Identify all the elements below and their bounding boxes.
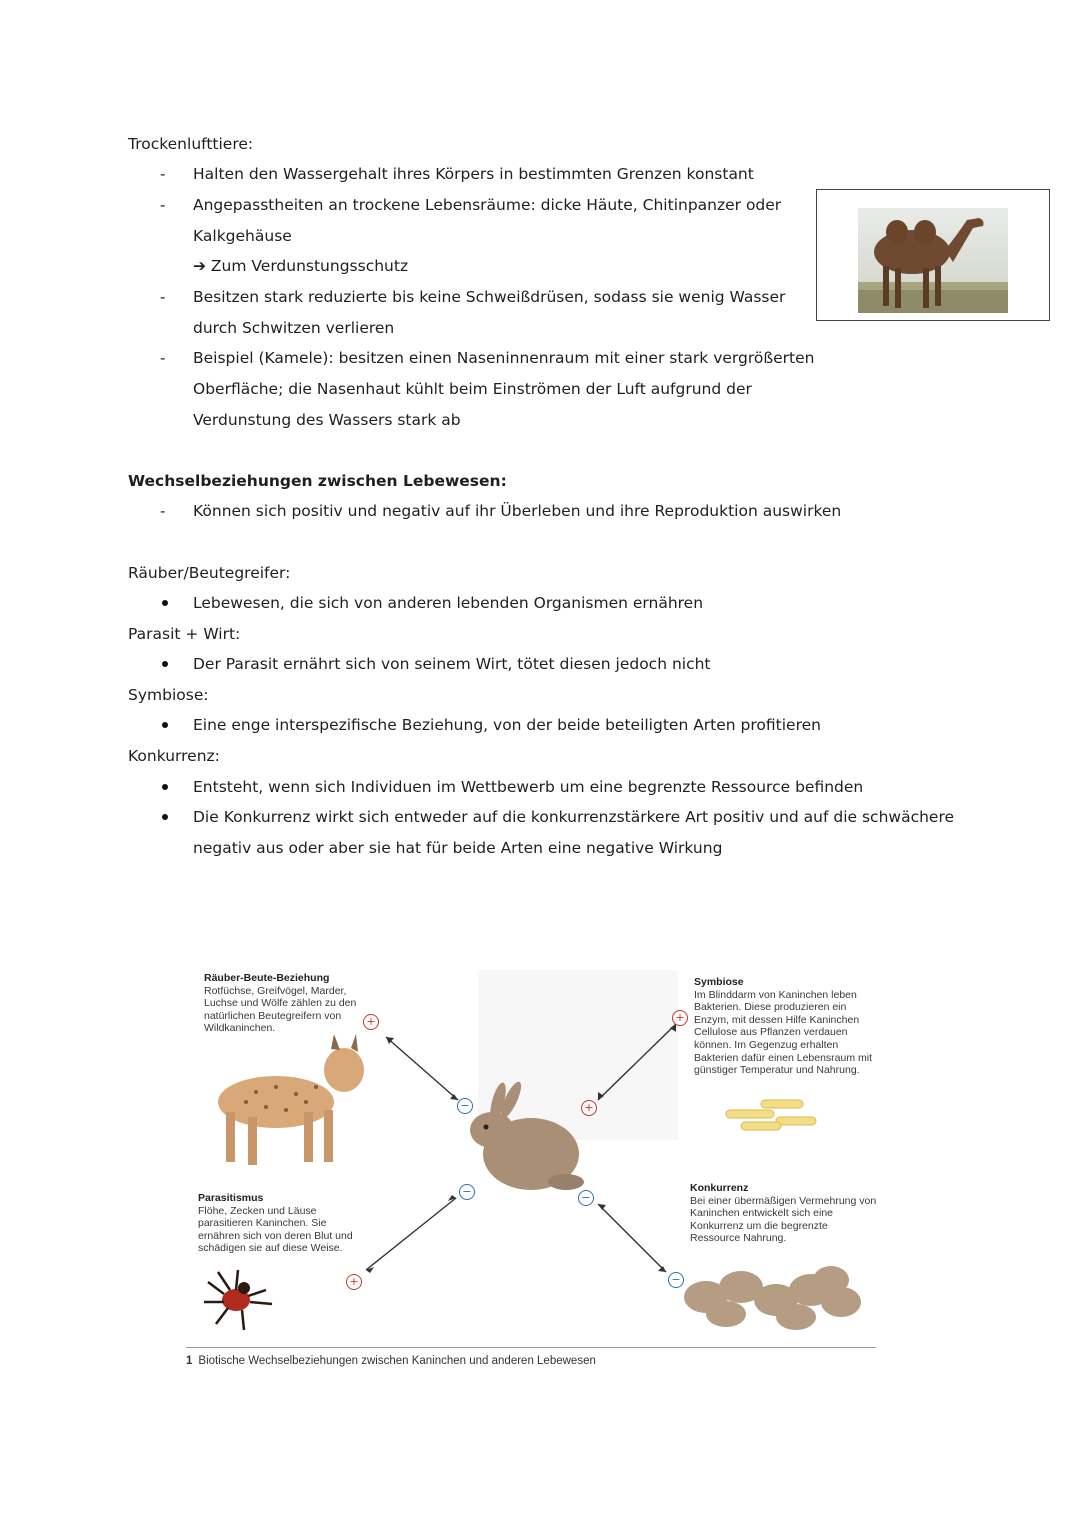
camel-image xyxy=(817,190,1049,320)
figure-label-symbiose xyxy=(694,976,879,1077)
bullet-dot xyxy=(162,814,168,820)
dash-bullet: - xyxy=(160,165,166,183)
dash-bullet: - xyxy=(160,349,166,367)
figure-caption-text: Biotische Wechselbeziehungen zwischen Kaninchen und anderen Lebewesen xyxy=(198,1355,596,1367)
text-line: Besitzen stark reduzierte bis keine Schweißdrüsen, sodass sie wenig Wasser xyxy=(193,288,786,306)
bullet-dot xyxy=(162,722,168,728)
figure-divider xyxy=(186,1347,876,1348)
dash-bullet: - xyxy=(160,196,166,214)
text-line: Lebewesen, die sich von anderen lebenden Organismen ernähren xyxy=(193,594,704,612)
text-line: Die Konkurrenz wirkt sich entweder auf die konkurrenzstärkere Art positiv und auf die schwächere xyxy=(193,808,955,826)
camel-image-frame xyxy=(816,189,1050,321)
text-line: Verdunstung des Wassers stark ab xyxy=(193,411,461,429)
text-line: Angepasstheiten an trockene Lebensräume: dicke Häute, Chitinpanzer oder xyxy=(193,196,782,214)
text-line: negativ aus oder aber sie hat für beide Arten eine negative Wirkung xyxy=(193,839,723,857)
section-heading-parasit: Parasit + Wirt: xyxy=(128,625,241,643)
figure-label-body: Flöhe, Zecken und Läuse parasitieren Kaninchen. Sie ernähren sich von deren Blut und schädigen sie auf diese Weise. xyxy=(198,1204,353,1255)
figure-label-title: Symbiose xyxy=(694,976,744,988)
dash-bullet: - xyxy=(160,288,166,306)
plus-sign: + xyxy=(346,1274,362,1290)
minus-sign: − xyxy=(578,1190,594,1206)
figure-label-parasitismus xyxy=(198,1192,363,1255)
figure-label-body: Im Blinddarm von Kaninchen leben Bakterien. Diese produzieren ein Enzym, mit dessen Hilfe Kaninchen Cellulose aus Pflanzen verdauen können. Im Gegenzug erhalten Bakterien dafür einen Lebensraum mit günstiger Temperatur und Nahrung. xyxy=(694,988,873,1077)
text-line: Oberfläche; die Nasenhaut kühlt beim Einströmen der Luft aufgrund der xyxy=(193,380,752,398)
figure-label-title: Parasitismus xyxy=(198,1192,264,1204)
figure-label-body: Bei einer übermäßigen Vermehrung von Kaninchen entwickelt sich eine Konkurrenz um die begrenzte Ressource Nahrung. xyxy=(690,1194,877,1245)
figure-caption-number: 1 xyxy=(186,1355,193,1367)
figure-label-title: Räuber-Beute-Beziehung xyxy=(204,972,330,984)
text-line: Beispiel (Kamele): besitzen einen Naseninnenraum mit einer stark vergrößerten xyxy=(193,349,815,367)
section-heading-wechselbeziehungen: Wechselbeziehungen zwischen Lebewesen: xyxy=(128,472,507,490)
arrow-line: ➔ Zum Verdunstungsschutz xyxy=(193,257,409,275)
dash-bullet: - xyxy=(160,502,166,520)
figure-label-konkurrenz xyxy=(690,1182,880,1245)
minus-sign: − xyxy=(459,1184,475,1200)
text-line: Der Parasit ernährt sich von seinem Wirt, tötet diesen jedoch nicht xyxy=(193,655,711,673)
bullet-dot xyxy=(162,661,168,667)
text-line: Entsteht, wenn sich Individuen im Wettbewerb um eine begrenzte Ressource befinden xyxy=(193,778,864,796)
minus-sign: − xyxy=(668,1272,684,1288)
section-heading-trockenlufttiere: Trockenlufttiere: xyxy=(128,135,254,153)
text-line: Können sich positiv und negativ auf ihr Überleben und ihre Reproduktion auswirken xyxy=(193,502,842,520)
text-line: Halten den Wassergehalt ihres Körpers in bestimmten Grenzen konstant xyxy=(193,165,754,183)
figure-label-raeuber-beute xyxy=(204,972,372,1035)
section-heading-konkurrenz: Konkurrenz: xyxy=(128,747,220,765)
plus-sign: + xyxy=(581,1100,597,1116)
text-line: Eine enge interspezifische Beziehung, von der beide beteiligten Arten profitieren xyxy=(193,716,821,734)
plus-sign: + xyxy=(672,1010,688,1026)
minus-sign: − xyxy=(457,1098,473,1114)
bullet-dot xyxy=(162,600,168,606)
section-heading-raeuber: Räuber/Beutegreifer: xyxy=(128,564,291,582)
text-line: durch Schwitzen verlieren xyxy=(193,319,395,337)
figure-caption xyxy=(186,1355,596,1367)
figure-label-body: Rotfüchse, Greifvögel, Marder, Luchse und Wölfe zählen zu den natürlichen Beutegreifern von Wildkaninchen. xyxy=(204,984,357,1035)
figure-label-title: Konkurrenz xyxy=(690,1182,749,1194)
plus-sign: + xyxy=(363,1014,379,1030)
bullet-dot xyxy=(162,784,168,790)
text-line: Kalkgehäuse xyxy=(193,227,292,245)
interaction-figure xyxy=(186,952,896,1347)
section-heading-symbiose: Symbiose: xyxy=(128,686,209,704)
